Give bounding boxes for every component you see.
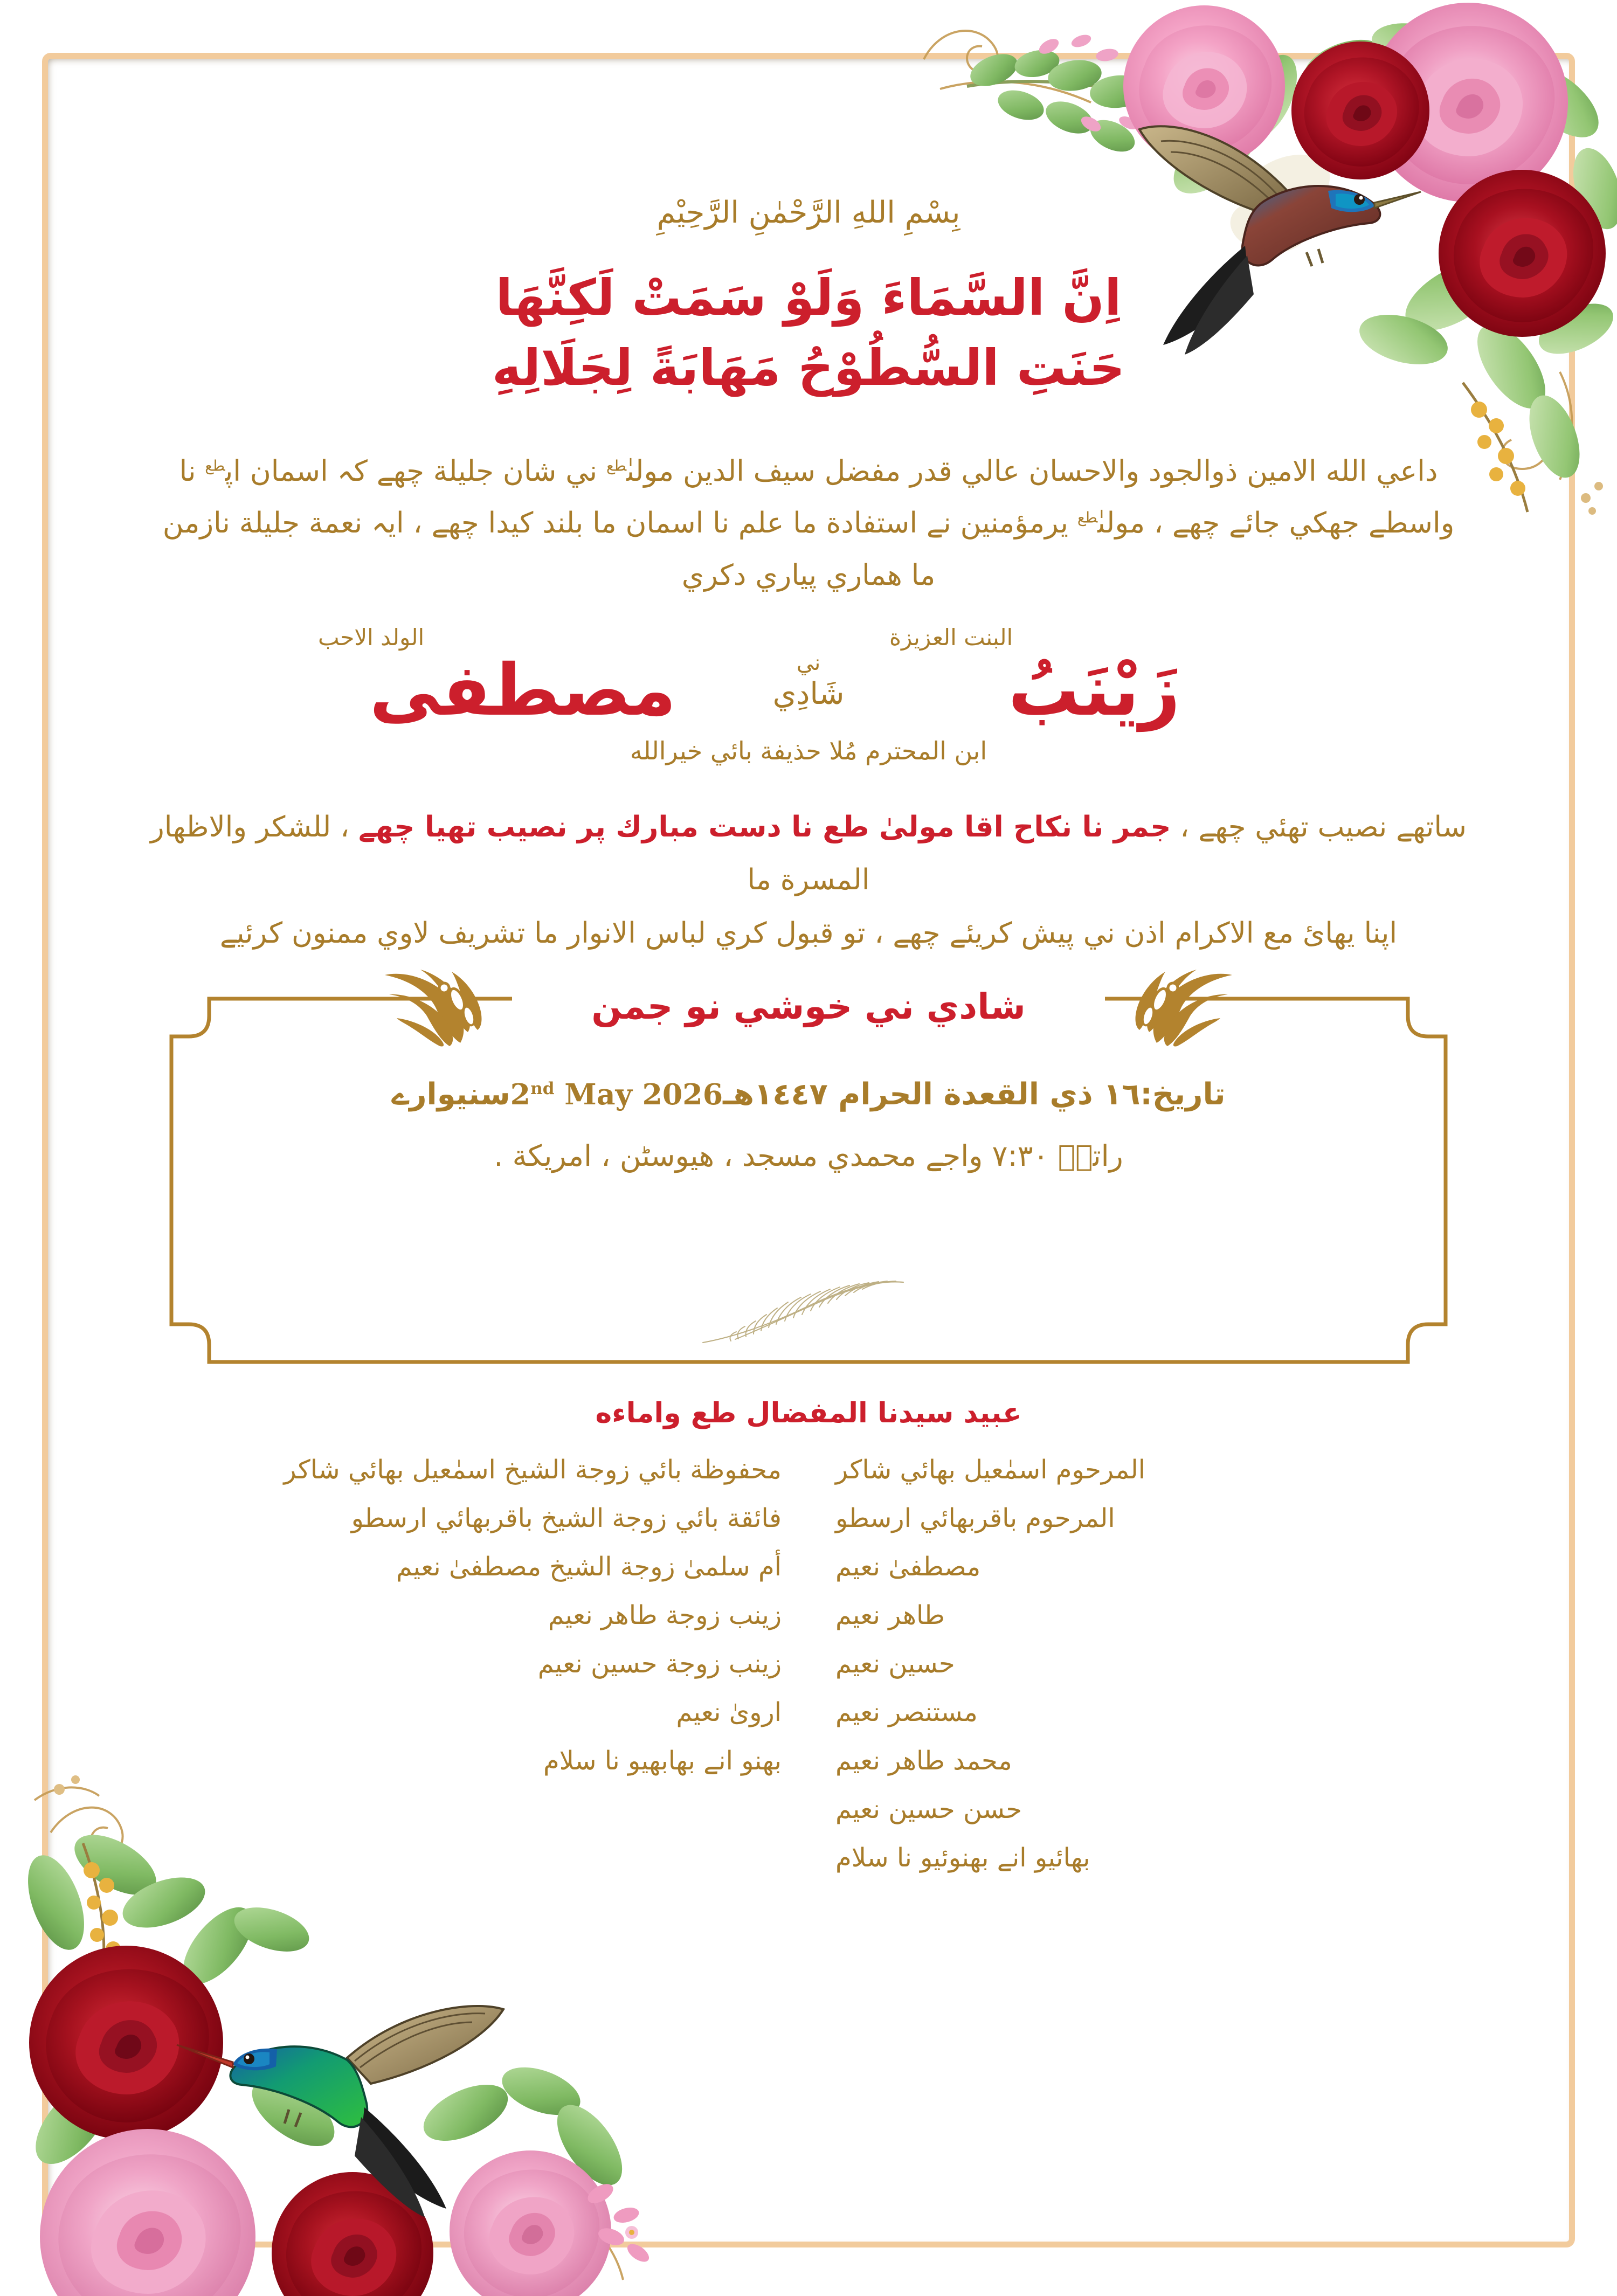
host-name: محمد طاهر نعيم xyxy=(835,1745,1012,1776)
venue-name: محمدي مسجد ، هيوسٹن ، امريكة . xyxy=(494,1139,916,1173)
groom-block xyxy=(318,626,728,733)
host-name: المرحوم باقربهائي ارسطو xyxy=(835,1503,1115,1533)
invitation-paragraph xyxy=(148,801,1469,960)
event-date-line xyxy=(167,1075,1450,1115)
floral-ornament-icon xyxy=(383,966,512,1047)
blessing-seg-2: ني شان جليلة چھے كہ اسمان اپ xyxy=(225,454,607,488)
host-name: اروىٰ نعيم xyxy=(676,1697,782,1727)
date-gregorian xyxy=(510,1076,723,1114)
date-label: تاريخ: xyxy=(1140,1077,1226,1112)
time-suffix: واجے xyxy=(925,1139,983,1173)
host-name: بهائيو انے بهنوئيو نا سلام xyxy=(835,1842,1090,1873)
date-hijri: ١٦ ذي القعدة الحرام ١٤٤٧هـ xyxy=(723,1077,1141,1112)
honorific-mark-2: طع xyxy=(205,457,225,475)
couplet-line-2: حَنَتِ السُّطُوْحُ مَهَابَةً لِجَلَالِهِ xyxy=(492,339,1125,397)
hosts-column-right xyxy=(835,1446,1396,1882)
date-ordinal-suffix: nd xyxy=(530,1079,555,1099)
host-name: محفوظة بائي زوجة الشيخ اسمٰعيل بهائي شاكر xyxy=(284,1454,782,1485)
hosts-title: عبيد سيدنا المفضال طع واماءه xyxy=(595,1397,1022,1430)
arabic-couplet xyxy=(81,263,1536,404)
invitation-paragraph-line-1 xyxy=(148,801,1469,907)
event-details-panel xyxy=(167,986,1450,1366)
host-name: بهنو انے بهابهيو نا سلام xyxy=(543,1745,782,1776)
time-label: رات٘ے xyxy=(1058,1139,1123,1173)
event-heading-row xyxy=(167,966,1450,1047)
blessing-seg-4: يرمؤمنين نے استفادة ما علم نا اسمان ما بلند كيدا چھے ، ايہ نعمة جليلة نازمن ما هماري پياري دكري xyxy=(162,507,1077,592)
join-block xyxy=(728,626,889,711)
event-body xyxy=(167,1075,1450,1175)
floral-ornament-icon xyxy=(1105,966,1234,1047)
invitation-paragraph-line-2: اپنا يھائ مع الاكرام اذن ني پيش كريئے چھے ، تو قبول كري لباس الانوار ما تشريف لاوي ممنون كرئيے xyxy=(219,916,1398,950)
host-name: فائقة بائي زوجة الشيخ باقربهائي ارسطو xyxy=(351,1503,782,1533)
host-name: أم سلمىٰ زوجة الشيخ مصطفىٰ نعيم xyxy=(396,1551,782,1582)
event-heading-plate xyxy=(512,966,1105,1047)
blessing-seg-3: نا واسطے جھكي جائے چھے ، مولىٰ xyxy=(179,454,1455,540)
host-name: المرحوم اسمٰعيل بهائي شاكر xyxy=(835,1454,1146,1485)
date-month-year: May 2026 xyxy=(554,1077,723,1112)
time-value: ٧:٣٠ xyxy=(992,1139,1049,1173)
feather-icon xyxy=(695,1268,922,1354)
host-name: حسين نعيم xyxy=(835,1648,955,1679)
bride-name: زَيْنَبُ xyxy=(1008,649,1180,732)
invite-seg-2: ، للشكر والاظهار المسرة ما xyxy=(150,810,870,897)
join-top-label: ني xyxy=(796,651,821,676)
couplet-line-1: اِنَّ السَّمَاءَ وَلَوْ سَمَتْ لَكِنَّهَا xyxy=(495,268,1122,327)
honorific-mark-3: طع xyxy=(1077,509,1098,527)
bismillah-text: بِسْمِ اللهِ الرَّحْمٰنِ الرَّحِيْمِ xyxy=(657,195,960,230)
couple-names-row xyxy=(81,626,1536,733)
bride-kicker: البنت العزيزة xyxy=(889,624,1013,651)
host-name: حسن حسين نعيم xyxy=(835,1794,1022,1824)
date-weekday: سنيوارے xyxy=(391,1077,510,1112)
invitation-content xyxy=(81,81,1536,1882)
join-bottom-label: شَادِي xyxy=(772,676,845,712)
blessing-paragraph xyxy=(156,446,1461,601)
host-name: طاهر نعيم xyxy=(835,1600,945,1630)
father-name-line: ابن المحترم مُلا حذيفة بائي خيرالله xyxy=(630,736,987,765)
host-name: مستنصر نعيم xyxy=(835,1697,978,1727)
invite-seg-red: جمر نا نكاح اقا مولىٰ طع نا دست مبارك پر نصيب تھيا چھے xyxy=(358,810,1171,843)
hosts-column-left xyxy=(221,1446,782,1785)
event-venue-line xyxy=(167,1137,1450,1175)
honorific-mark-1: طع xyxy=(606,457,627,475)
invite-seg-1: ساتھے نصيب تھئي چھے ، xyxy=(1171,810,1467,843)
blessing-seg-1: داعي الله الامين ذوالجود والاحسان عالي قدر مفضل سيف الدين مولىٰ xyxy=(626,454,1438,488)
groom-kicker: الولد الاحب xyxy=(318,624,425,651)
event-heading-text: شادي ني خوشي نو جمن xyxy=(591,986,1026,1028)
groom-name: مصطفى xyxy=(369,649,676,732)
host-name: زينب زوجة حسين نعيم xyxy=(537,1648,782,1679)
host-name: زينب زوجة طاهر نعيم xyxy=(548,1600,782,1630)
bride-block xyxy=(889,626,1299,733)
hosts-grid xyxy=(221,1446,1396,1882)
date-day-number: 2 xyxy=(510,1077,531,1112)
host-name: مصطفىٰ نعيم xyxy=(835,1551,981,1582)
